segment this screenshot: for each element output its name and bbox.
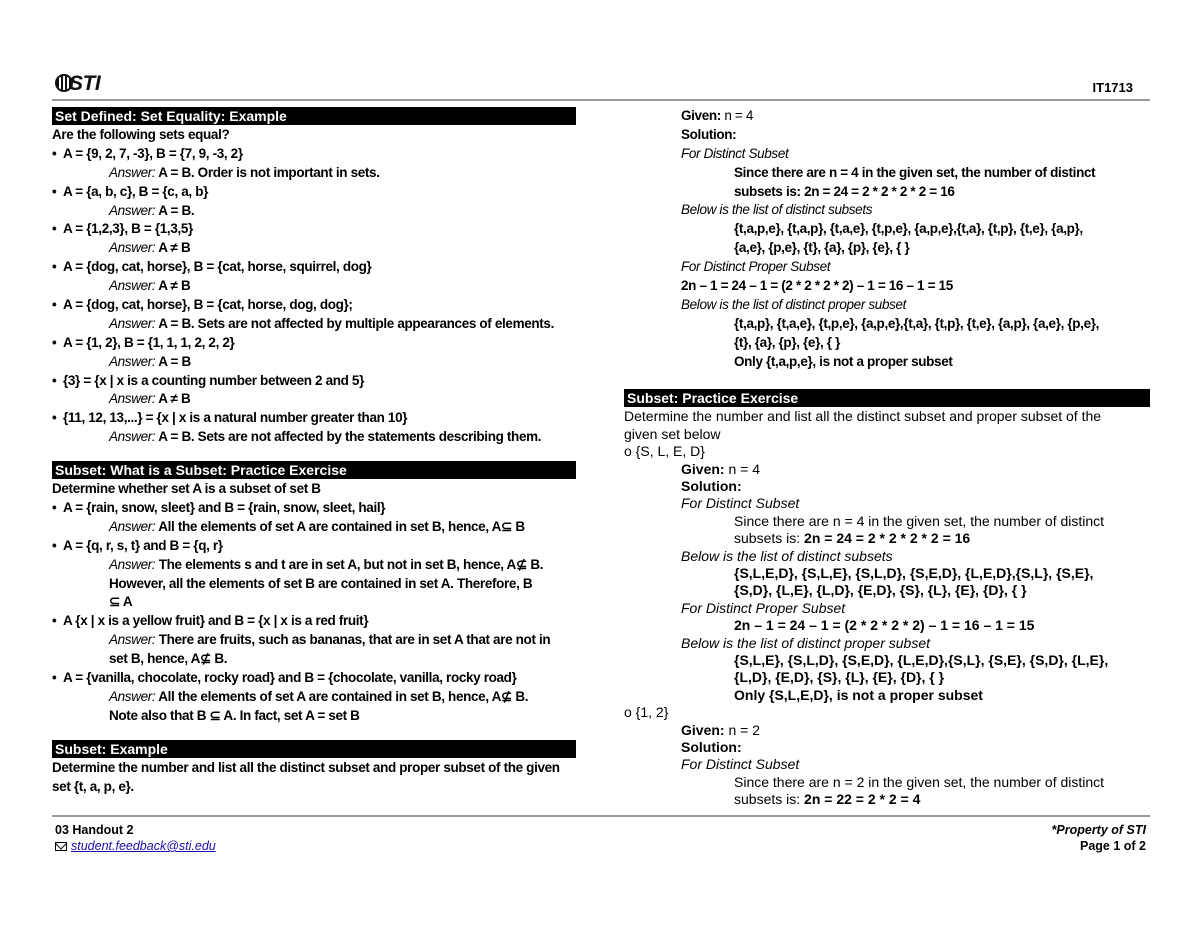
solution-label: Solution: bbox=[681, 478, 742, 495]
sub-heading: For Distinct Proper Subset bbox=[681, 599, 846, 616]
body-text: Only {S,L,E,D}, is not a proper subset bbox=[734, 686, 983, 703]
subset-list: {S,L,E}, {S,L,D}, {S,E,D}, {L,E,D},{S,L}, {S,E}, {S,D}, {L,E}, bbox=[734, 651, 1109, 668]
list-item: • A = {vanilla, chocolate, rocky road} and B = {chocolate, vanilla, rocky road} bbox=[52, 670, 517, 686]
body-text: 2n – 1 = 24 – 1 = (2 * 2 * 2 * 2) – 1 = 16 – 1 = 15 bbox=[734, 617, 1035, 634]
list-item: • A = {1, 2}, B = {1, 1, 1, 2, 2, 2} bbox=[52, 334, 235, 350]
sub-heading: For Distinct Subset bbox=[681, 145, 789, 161]
footer-rule bbox=[52, 815, 1150, 817]
list-item: • {11, 12, 13,...} = {x | x is a natural number greater than 10} bbox=[52, 410, 408, 426]
answer-line: set B, hence, A⊈ B. bbox=[109, 651, 228, 667]
answer-line: Answer: A = B bbox=[109, 353, 191, 369]
course-code: IT1713 bbox=[1092, 80, 1133, 95]
sub-heading: Below is the list of distinct proper subset bbox=[681, 634, 931, 651]
answer-line: Answer: A = B. Order is not important in sets. bbox=[109, 164, 380, 180]
page-number: Page 1 of 2 bbox=[1080, 839, 1146, 853]
given-line: Given: n = 4 bbox=[681, 460, 760, 477]
question-text: Are the following sets equal? bbox=[52, 127, 230, 142]
exercise-bullet: o {1, 2} bbox=[624, 704, 669, 721]
subset-list: {L,D}, {E,D}, {S}, {L}, {E}, {D}, { } bbox=[734, 669, 945, 686]
body-text: 2n – 1 = 24 – 1 = (2 * 2 * 2 * 2) – 1 = 16 – 1 = 15 bbox=[681, 278, 953, 294]
list-item: • A = {dog, cat, horse}, B = {cat, horse, dog, dog}; bbox=[52, 297, 353, 313]
answer-line: Answer: A ≠ B bbox=[109, 240, 191, 256]
answer-line: Answer: A ≠ B bbox=[109, 391, 191, 407]
subset-list: {t}, {a}, {p}, {e}, { } bbox=[734, 334, 841, 350]
subset-list: {S,D}, {L,E}, {L,D}, {E,D}, {S}, {L}, {E}, {D}, { } bbox=[734, 582, 1027, 599]
answer-line: Answer: A = B. bbox=[109, 202, 195, 218]
given-line: Given: n = 2 bbox=[681, 721, 760, 738]
section-heading: Subset: Practice Exercise bbox=[624, 389, 1150, 407]
subset-list: {a,e}, {p,e}, {t}, {a}, {p}, {e}, { } bbox=[734, 240, 910, 256]
envelope-icon bbox=[55, 842, 67, 851]
exercise-bullet: o {S, L, E, D} bbox=[624, 443, 705, 460]
right-column bbox=[624, 107, 1150, 808]
given-line: Given: n = 4 bbox=[681, 108, 753, 123]
solution-label: Solution: bbox=[681, 738, 742, 755]
list-item: • A = {1,2,3}, B = {1,3,5} bbox=[52, 221, 193, 237]
body-text: subsets is: 2n = 22 = 2 * 2 = 4 bbox=[734, 791, 921, 808]
body-text: Since there are n = 4 in the given set, the number of distinct bbox=[734, 512, 1105, 529]
answer-line: Answer: There are fruits, such as bananas, that are in set A that are not in bbox=[109, 632, 551, 648]
subset-list: {S,L,E,D}, {S,L,E}, {S,L,D}, {S,E,D}, {L,E,D},{S,L}, {S,E}, bbox=[734, 564, 1094, 581]
sub-heading: Below is the list of distinct proper subset bbox=[681, 296, 907, 312]
handout-label: 03 Handout 2 bbox=[55, 823, 134, 837]
answer-line: Answer: All the elements of set A are contained in set B, hence, A⊆ B bbox=[109, 518, 525, 534]
sub-heading: For Distinct Subset bbox=[681, 495, 800, 512]
body-text: Since there are n = 4 in the given set, the number of distinct bbox=[734, 164, 1096, 180]
intro-text: given set below bbox=[624, 425, 721, 442]
list-item: • A = {rain, snow, sleet} and B = {rain, snow, sleet, hail} bbox=[52, 500, 386, 516]
answer-line: Answer: The elements s and t are in set A, but not in set B, hence, A⊈ B. bbox=[109, 556, 544, 572]
list-item: • A {x | x is a yellow fruit} and B = {x | x is a red fruit} bbox=[52, 613, 369, 629]
list-item: • A = {dog, cat, horse}, B = {cat, horse, squirrel, dog} bbox=[52, 259, 372, 275]
solution-label: Solution: bbox=[681, 126, 737, 142]
subset-list: {t,a,p,e}, {t,a,p}, {t,a,e}, {t,p,e}, {a,p,e},{t,a}, {t,p}, {t,e}, {a,p}, bbox=[734, 221, 1083, 237]
answer-line: Answer: A = B. Sets are not affected by multiple appearances of elements. bbox=[109, 315, 554, 331]
section-heading: Set Defined: Set Equality: Example bbox=[52, 107, 576, 125]
intro-text: Determine whether set A is a subset of set B bbox=[52, 481, 321, 497]
answer-line: However, all the elements of set B are contained in set A. Therefore, B bbox=[109, 575, 533, 591]
list-item: • A = {a, b, c}, B = {c, a, b} bbox=[52, 183, 209, 199]
subset-list: {t,a,p}, {t,a,e}, {t,p,e}, {a,p,e},{t,a}, {t,p}, {t,e}, {a,p}, {a,e}, {p,e}, bbox=[734, 315, 1100, 331]
email-link[interactable]: student.feedback@sti.edu bbox=[71, 839, 216, 853]
body-text: Since there are n = 2 in the given set, the number of distinct bbox=[734, 773, 1105, 790]
body-text: subsets is: 2n = 24 = 2 * 2 * 2 * 2 = 16 bbox=[734, 530, 971, 547]
list-item: • A = {q, r, s, t} and B = {q, r} bbox=[52, 537, 223, 553]
body-text: Only {t,a,p,e}, is not a proper subset bbox=[734, 353, 953, 369]
answer-line: ⊆ A bbox=[109, 594, 133, 610]
section-heading: Subset: Example bbox=[52, 740, 576, 758]
answer-line: Answer: All the elements of set A are contained in set B, hence, A⊈ B. bbox=[109, 688, 529, 704]
answer-line: Answer: A ≠ B bbox=[109, 278, 191, 294]
body-text: subsets is: 2n = 24 = 2 * 2 * 2 * 2 = 16 bbox=[734, 183, 955, 199]
answer-line: Answer: A = B. Sets are not affected by the statements describing them. bbox=[109, 429, 542, 445]
list-item: • A = {9, 2, 7, -3}, B = {7, 9, -3, 2} bbox=[52, 145, 243, 161]
list-item: • {3} = {x | x is a counting number between 2 and 5} bbox=[52, 372, 364, 388]
sub-heading: Below is the list of distinct subsets bbox=[681, 547, 893, 564]
sub-heading: Below is the list of distinct subsets bbox=[681, 202, 873, 218]
intro-text: set {t, a, p, e}. bbox=[52, 778, 134, 794]
property-label: *Property of STI bbox=[1051, 823, 1146, 837]
sti-logo: STI bbox=[55, 72, 100, 96]
feedback-email bbox=[55, 839, 216, 853]
intro-text: Determine the number and list all the distinct subset and proper subset of the given bbox=[52, 759, 560, 775]
left-column bbox=[52, 107, 576, 797]
answer-line: Note also that B ⊆ A. In fact, set A = set B bbox=[109, 707, 360, 723]
section-heading: Subset: What is a Subset: Practice Exercise bbox=[52, 461, 576, 479]
header-rule bbox=[52, 99, 1150, 101]
intro-text: Determine the number and list all the distinct subset and proper subset of the bbox=[624, 408, 1102, 425]
sub-heading: For Distinct Subset bbox=[681, 756, 800, 773]
sub-heading: For Distinct Proper Subset bbox=[681, 259, 831, 275]
